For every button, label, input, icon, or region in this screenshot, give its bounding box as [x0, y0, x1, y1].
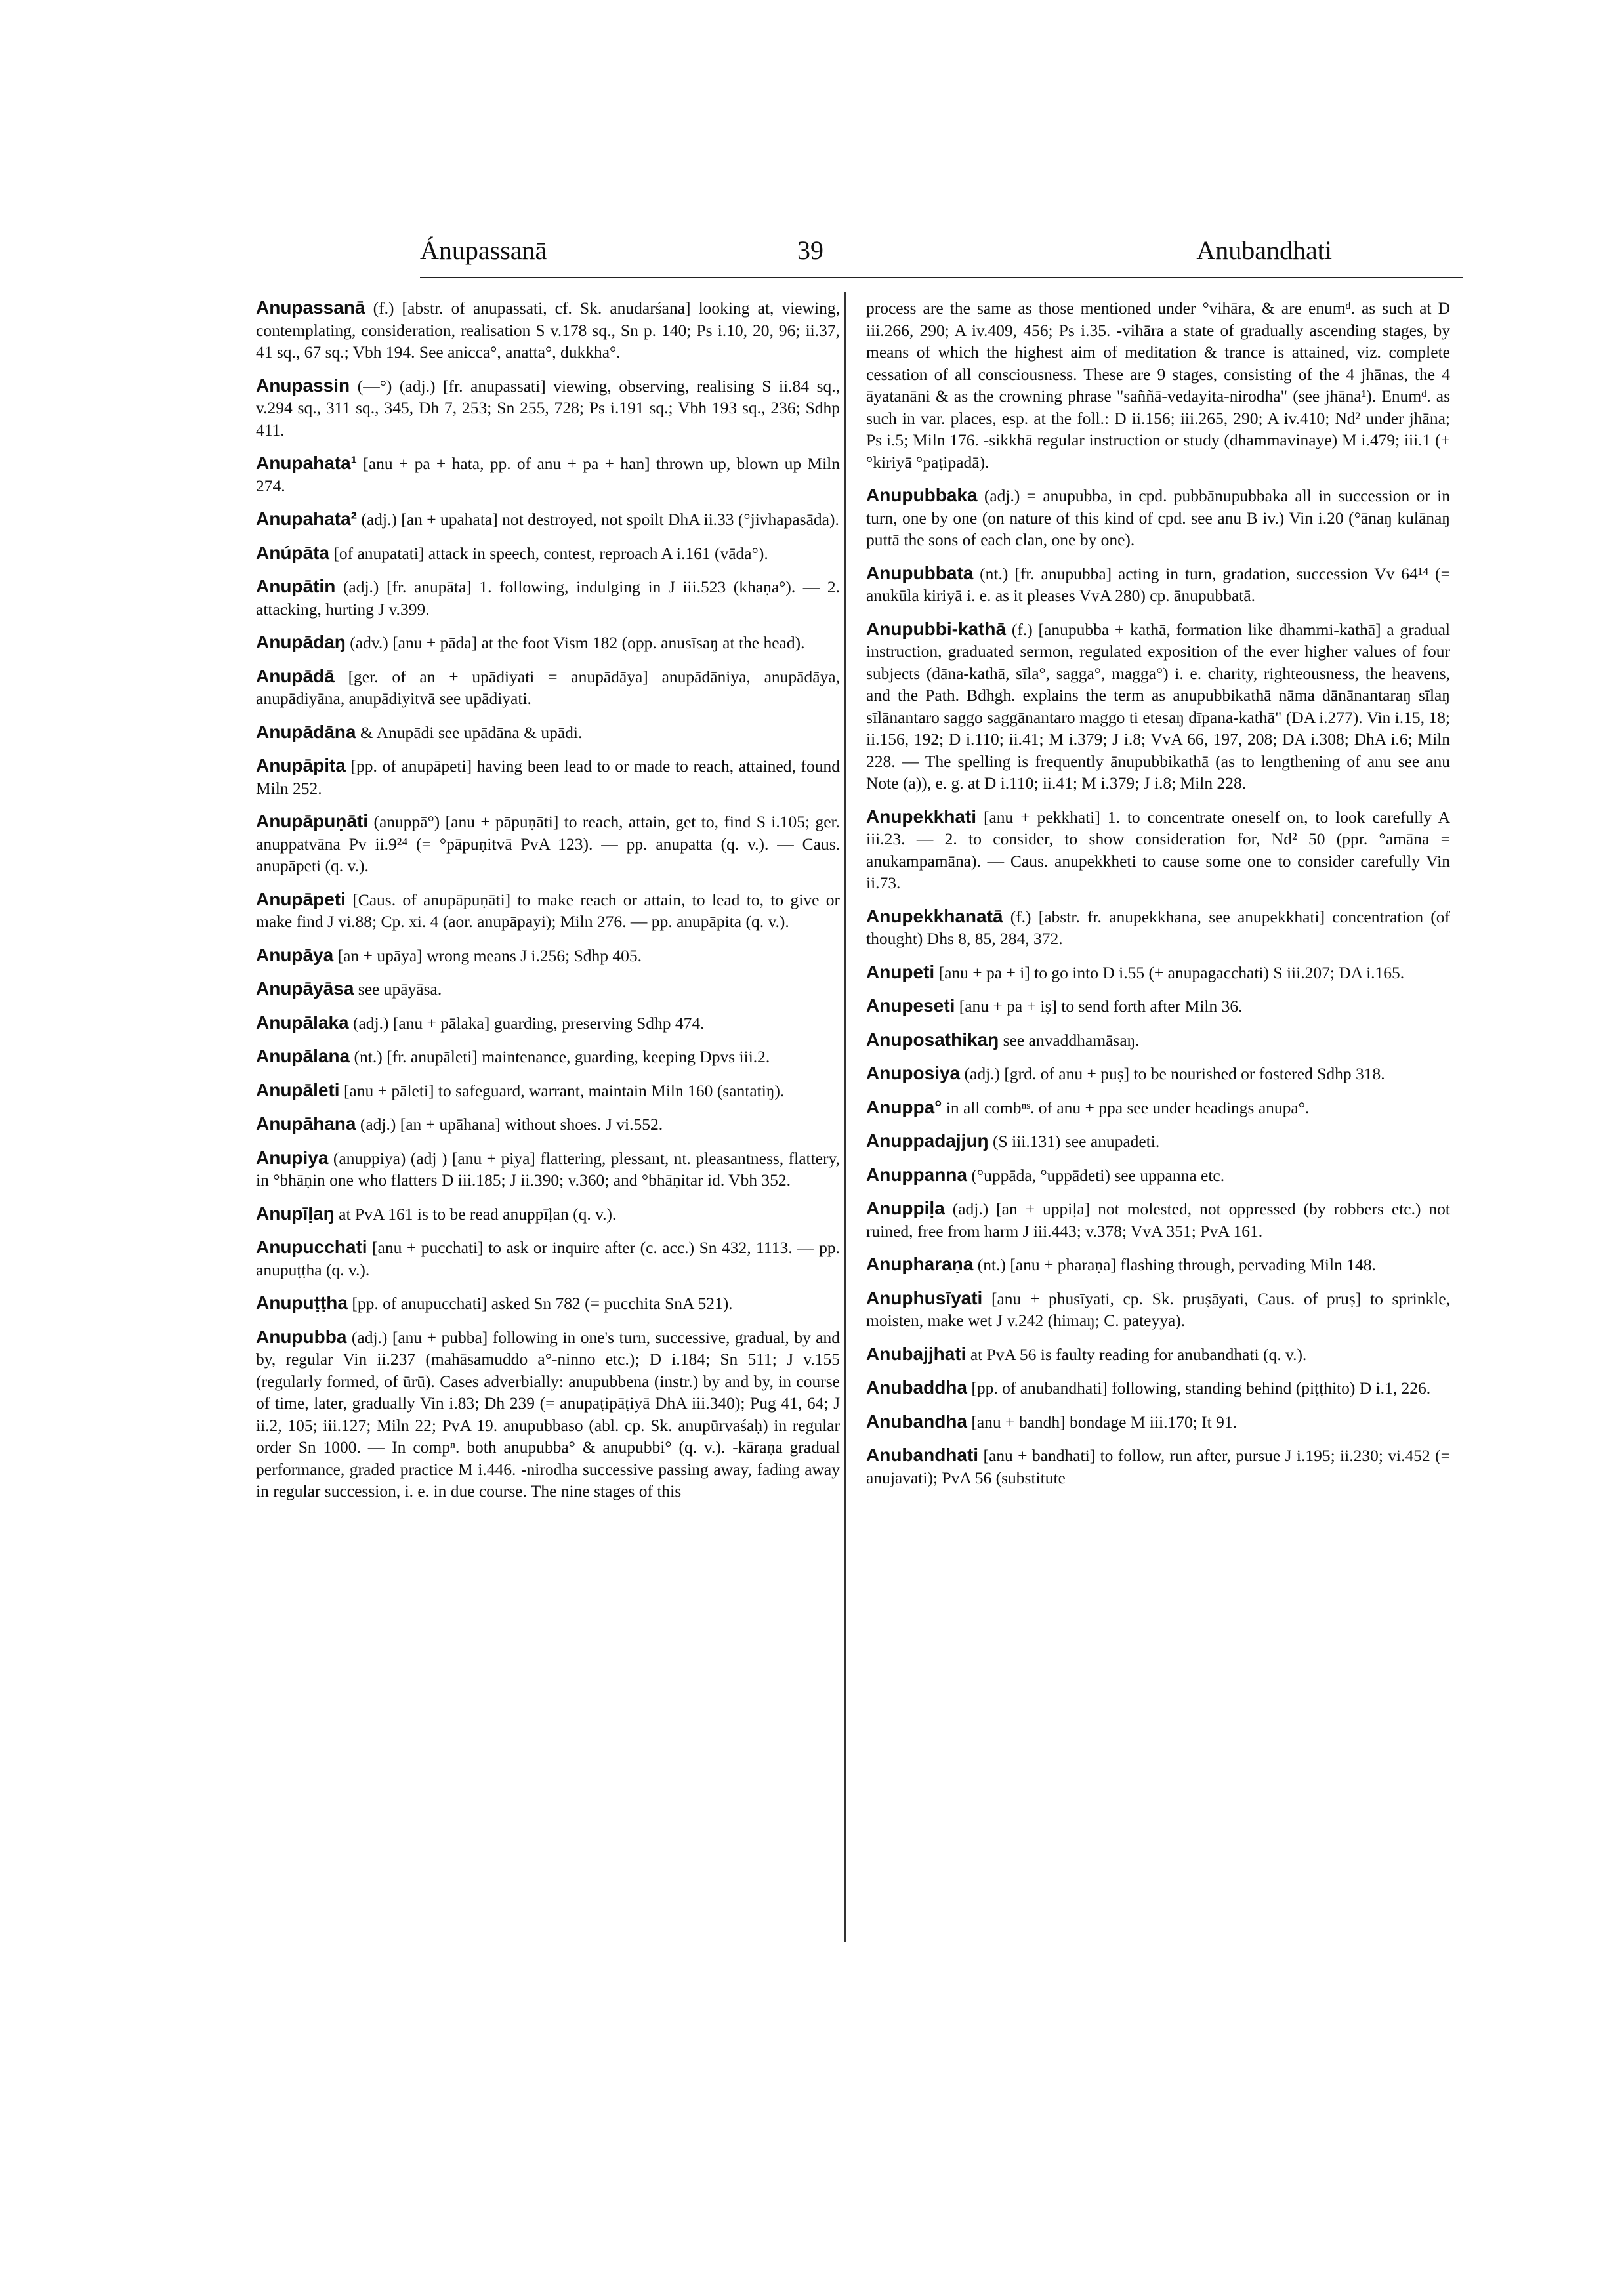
entry-headword: Anupeseti	[866, 995, 955, 1016]
entry-headword: Anupubbi-kathā	[866, 618, 1007, 639]
entry-definition: [anu + pa + hata, pp. of anu + pa + han] thrown up, blown up Miln 274.	[256, 454, 840, 495]
entry-definition: [anu + pāleti] to safeguard, warrant, maintain Miln 160 (santatiŋ).	[339, 1081, 785, 1100]
dictionary-entry	[866, 1197, 1450, 1242]
entry-definition: (anuppiya) (adj ) [anu + piya] flattering, plessant, nt. pleasantness, flattery, in °bhāṇin one who flatters D iii.185; J ii.390; v.360; and °bhāṇitar id. Vbh 352.	[256, 1148, 840, 1189]
entry-headword: Anupīḷaŋ	[256, 1203, 335, 1224]
entry-definition: (adj.) [grd. of anu + puṣ] to be nourished or fostered Sdhp 318.	[960, 1064, 1385, 1083]
entry-definition: [anu + pekkhati] 1. to concentrate oneself on, to look carefully A iii.23. — 2. to consider, to show consideration for, Nd² 50 (ppr. °amāna = anukampamāna). — Caus. anupekkheti to cause some one to consider carefully Vin ii.73.	[866, 807, 1450, 892]
entry-headword: Anupāleti	[256, 1079, 340, 1100]
dictionary-entry	[866, 297, 1450, 473]
entry-definition: [of anupatati] attack in speech, contest, reproach A i.161 (vāda°).	[329, 543, 768, 563]
right-column	[866, 297, 1450, 1500]
dictionary-entry	[866, 1130, 1450, 1153]
entry-headword: Anupeti	[866, 961, 935, 982]
dictionary-entry	[866, 562, 1450, 607]
dictionary-entry	[866, 1164, 1450, 1187]
entry-definition: at PvA 161 is to be read anuppīḷan (q. v.).	[334, 1204, 617, 1224]
dictionary-entry	[256, 1113, 840, 1136]
entry-definition: [pp. of anubandhati] following, standing behind (piṭṭhito) D i.1, 226.	[967, 1378, 1431, 1397]
entry-definition: (adj.) [fr. anupāta] 1. following, indulging in J iii.523 (khaṇa°). — 2. attacking, hurting J v.399.	[256, 577, 840, 619]
dictionary-entry	[866, 484, 1450, 551]
entry-headword: Anuppa°	[866, 1096, 942, 1117]
entry-definition: [an + upāya] wrong means J i.256; Sdhp 405.	[333, 945, 642, 965]
entry-headword: Anupharaṇa	[866, 1254, 974, 1274]
dictionary-entry	[256, 1079, 840, 1102]
entry-definition: (nt.) [fr. anupāleti] maintenance, guarding, keeping Dpvs iii.2.	[350, 1047, 770, 1066]
dictionary-entry	[256, 1012, 840, 1035]
dictionary-entry	[866, 995, 1450, 1018]
entry-definition: (adj.) [an + upāhana] without shoes. J vi.552.	[356, 1115, 663, 1134]
column-divider	[844, 292, 846, 1942]
entry-headword: Anuppadajjuŋ	[866, 1130, 989, 1151]
entry-definition: process are the same as those mentioned under °vihāra, & are enumᵈ. as such at D iii.266, 290; A iv.409, 456; Ps i.35. -vihāra a state of gradually ascending stages, by means of which the highest aim of meditation & trance is attained, viz. complete cessation of all consciousness. These are 9 stages, consisting of the 4 jhānas, the 4 āyatanāni & as the crowning phrase "saññā-vedayita-nirodha" (see jhāna¹). Enumᵈ. as such in var. places, esp. at the foll.: D ii.156; iii.265, 290; A iv.410; Nd² under jhāna; Ps i.5; Miln 176. -sikkhā regular instruction or study (dhammavinaye) M i.479; iii.1 (+ °kiriyā °paṭipadā).	[866, 299, 1450, 472]
entry-headword: Anupassin	[256, 375, 350, 396]
entry-definition: [anu + pa + i] to go into D i.55 (+ anupagacchati) S iii.207; DA i.165.	[934, 962, 1405, 982]
entry-headword: Anupāpeti	[256, 888, 346, 909]
entry-headword: Anupubba	[256, 1326, 347, 1347]
entry-headword: Anupādaŋ	[256, 632, 346, 652]
running-header	[420, 235, 1463, 281]
entry-definition: (nt.) [fr. anupubba] acting in turn, gradation, succession Vv 64¹⁴ (= anukūla kiriyā i. e. as it pleases VvA 280) cp. ānupubbatā.	[866, 564, 1450, 605]
entry-definition: at PvA 56 is faulty reading for anubandhati (q. v.).	[966, 1344, 1307, 1364]
entry-definition: (°uppāda, °uppādeti) see uppanna etc.	[967, 1165, 1225, 1185]
dictionary-entry	[256, 452, 840, 497]
entry-definition: (f.) [abstr. of anupassati, cf. Sk. anudarśana] looking at, viewing, contemplating, consideration, realisation S v.178 sq., Sn p. 140; Ps i.10, 20, 96; ii.37, 41 sq., 67 sq.; Vbh 194. See anicca°, anatta°, dukkha°.	[256, 299, 840, 362]
dictionary-entry	[256, 944, 840, 967]
entry-definition: [ger. of an + upādiyati = anupādāya] anupādāniya, anupādāya, anupādiyāna, anupādiyitvā see upādiyati.	[256, 667, 840, 708]
entry-definition: [anu + pucchati] to ask or inquire after (c. acc.) Sn 432, 1113. — pp. anupuṭṭha (q. v.).	[256, 1238, 840, 1279]
entry-headword: Anubajjhati	[866, 1343, 967, 1364]
entry-headword: Anupekkhanatā	[866, 905, 1003, 926]
entry-definition: (adv.) [anu + pāda] at the foot Vism 182 (opp. anusīsaŋ at the head).	[345, 633, 805, 652]
dictionary-entry	[866, 1062, 1450, 1085]
entry-definition: (adj.) [anu + pālaka] guarding, preserving Sdhp 474.	[348, 1013, 705, 1033]
dictionary-entry	[866, 1287, 1450, 1332]
dictionary-entry	[866, 1376, 1450, 1399]
dictionary-entry	[256, 508, 840, 531]
entry-headword: Anupiya	[256, 1147, 329, 1168]
dictionary-entry	[256, 888, 840, 933]
entry-definition: [pp. of anupāpeti] having been lead to or made to reach, attained, found Miln 252.	[256, 756, 840, 798]
entry-headword: Anuposathikaŋ	[866, 1029, 999, 1050]
header-left-guide-word: Ánupassanā	[420, 236, 547, 265]
dictionary-entry	[866, 905, 1450, 950]
entry-definition: (nt.) [anu + pharaṇa] flashing through, pervading Miln 148.	[973, 1255, 1376, 1274]
entry-headword: Anupekkhati	[866, 806, 977, 827]
entry-headword: Anuphusīyati	[866, 1287, 983, 1308]
entry-definition: (f.) [abstr. fr. anupekkhana, see anupekkhati] concentration (of thought) Dhs 8, 85, 284, 372.	[866, 907, 1450, 948]
dictionary-entry	[256, 665, 840, 710]
entry-definition: [anu + bandh] bondage M iii.170; It 91.	[967, 1412, 1237, 1432]
entry-definition: [Caus. of anupāpuṇāti] to make reach or attain, to lead to, to give or make find J vi.88; Cp. xi. 4 (aor. anupāpayi); Miln 276. — pp. anupāpita (q. v.).	[256, 890, 840, 931]
dictionary-entry	[866, 1444, 1450, 1489]
dictionary-entry	[256, 1292, 840, 1315]
entry-headword: Anupubbaka	[866, 485, 978, 505]
entry-headword: Anupādāna	[256, 721, 356, 742]
dictionary-entry	[256, 1045, 840, 1068]
dictionary-entry	[256, 631, 840, 654]
dictionary-entry	[256, 721, 840, 744]
entry-headword: Anupubbata	[866, 562, 974, 583]
entry-headword: Anupādā	[256, 665, 335, 686]
entry-headword: Anupuṭṭha	[256, 1292, 348, 1313]
entry-headword: Anupassanā	[256, 297, 365, 318]
entry-headword: Anupāyāsa	[256, 978, 354, 999]
entry-headword: Anuposiya	[866, 1063, 961, 1083]
entry-headword: Anubaddha	[866, 1377, 967, 1397]
entry-definition: (adj.) [an + uppiḷa] not molested, not oppressed (by robbers etc.) not ruined, free from harm J iii.443; v.378; VvA 351; PvA 161.	[866, 1199, 1450, 1241]
entry-headword: Anuppanna	[866, 1164, 967, 1185]
dictionary-entry	[866, 961, 1450, 984]
page-number: 39	[797, 236, 823, 265]
entry-headword: Anupāhana	[256, 1113, 356, 1134]
entry-headword: Anupāpita	[256, 755, 346, 775]
entry-headword: Anuppiḷa	[866, 1198, 945, 1218]
dictionary-entry	[256, 542, 840, 565]
dictionary-entry	[256, 1147, 840, 1191]
entry-definition: (S iii.131) see anupadeti.	[988, 1132, 1160, 1151]
entry-headword: Anupālana	[256, 1046, 350, 1066]
dictionary-entry	[866, 806, 1450, 894]
dictionary-entry	[866, 1029, 1450, 1052]
dictionary-entry	[866, 1253, 1450, 1276]
left-column	[256, 297, 840, 1514]
entry-definition: [anu + bandhati] to follow, run after, pursue J i.195; ii.230; vi.452 (= anujavati); PvA 56 (substitute	[866, 1446, 1450, 1487]
entry-definition: (adj.) [an + upahata] not destroyed, not spoilt DhA ii.33 (°jivhapasāda).	[357, 510, 839, 529]
entry-definition: (adj.) = anupubba, in cpd. pubbānupubbaka all in succession or in turn, one by one (on nature of this kind of cpd. see anu B iv.) Vin i.20 (°ānaŋ kulānaŋ puttā the sons of each clan, one by one).	[866, 486, 1450, 549]
entry-definition: in all combⁿˢ. of anu + ppa see under headings anupa°.	[942, 1098, 1310, 1117]
entry-headword: Anupucchati	[256, 1237, 367, 1257]
entry-headword: Anupāya	[256, 944, 334, 965]
entry-headword: Anupahata¹	[256, 453, 357, 473]
header-rule	[420, 277, 1463, 278]
dictionary-entry	[256, 297, 840, 363]
entry-definition: see upāyāsa.	[354, 980, 442, 999]
entry-definition: (—°) (adj.) [fr. anupassati] viewing, observing, realising S ii.84 sq., v.294 sq., 311 sq., 345, Dh 7, 253; Sn 255, 728; Ps i.191 sq.; Vbh 193 sq., 236; Sdhp 411.	[256, 376, 840, 440]
entry-definition: [anu + pa + iṣ] to send forth after Miln 36.	[955, 997, 1243, 1016]
entry-definition: [pp. of anupucchati] asked Sn 782 (= pucchita SnA 521).	[347, 1294, 733, 1313]
dictionary-entry	[866, 1411, 1450, 1434]
dictionary-entry	[256, 1326, 840, 1502]
entry-definition: see anvaddhamāsaŋ.	[999, 1030, 1140, 1050]
entry-headword: Anupāpuṇāti	[256, 811, 369, 831]
dictionary-entry	[256, 755, 840, 799]
dictionary-entry	[256, 978, 840, 1001]
dictionary-entry	[256, 375, 840, 442]
entry-headword: Anupahata²	[256, 508, 357, 529]
dictionary-entry	[256, 1203, 840, 1226]
dictionary-entry	[866, 618, 1450, 795]
entry-headword: Anupālaka	[256, 1012, 349, 1033]
entry-definition: (f.) [anupubba + kathā, formation like dhammi-kathā] a gradual instruction, graduated sermon, regulated exposition of the ever higher values of four subjects (dāna-kathā, sīla°, sagga°, magga°) i. e. charity, righteousness, the heavens, and the Path. Bdhgh. explains the term as anupubbikathā nāma dānānantaraŋ sīlaŋ sīlānantaro saggo saggānantaro maggo ti etesaŋ dīpana-kathā" (DA i.277). Vin i.15, 18; ii.156, 192; D i.110; ii.41; M i.379; J i.8; VvA 66, 197, 208; DA i.308; DhA i.6; Miln 228. — The spelling is frequently ānupubbikathā (as to lengthening of anu see anu Note (a)), e. g. at D i.110; ii.41; M i.379; J i.8; Miln 228.	[866, 619, 1450, 793]
dictionary-entry	[256, 1236, 840, 1281]
header-right-guide-word: Anubandhati	[1196, 236, 1332, 265]
dictionary-entry	[256, 810, 840, 877]
entry-headword: Anupātin	[256, 576, 336, 596]
entry-headword: Anubandha	[866, 1411, 967, 1432]
entry-headword: Anúpāta	[256, 542, 329, 563]
entry-definition: [anu + phusīyati, cp. Sk. pruṣāyati, Caus. of pruṣ] to sprinkle, moisten, make wet J v.242 (himaŋ; C. pateyya).	[866, 1289, 1450, 1330]
dictionary-entry	[256, 575, 840, 620]
entry-definition: (anuppā°) [anu + pāpuṇāti] to reach, attain, get to, find S i.105; ger. anuppatvāna Pv ii.9²⁴ (= °pāpuṇitvā PvA 123). — pp. anupatta (q. v.). — Caus. anupāpeti (q. v.).	[256, 812, 840, 875]
entry-headword: Anubandhati	[866, 1445, 979, 1465]
dictionary-entry	[866, 1343, 1450, 1366]
entry-definition: & Anupādi see upādāna & upādi.	[356, 722, 583, 742]
dictionary-entry	[866, 1096, 1450, 1119]
entry-definition: (adj.) [anu + pubba] following in one's turn, successive, gradual, by and by, regular Vin ii.237 (mahāsamuddo a°-ninno etc.); D i.184; Sn 511; J v.155 (regularly formed, of ūrū). Cases adverbially: anupubbena (instr.) by and by, in course of time, later, gradually Vin i.83; Dh 239 (= anupaṭipāṭiyā DhA iii.340); Pug 41, 64; J ii.2, 105; iii.127; Miln 22; PvA 19. anupubbaso (abl. cp. Sk. anupūrvaśaḥ) in regular order Sn 1000. — In compⁿ. both anupubba° & anupubbi° (q. v.). -kāraṇa gradual performance, graded practice M i.446. -nirodha successive passing away, fading away in regular succession, i. e. in due course. The nine stages of this	[256, 1327, 840, 1500]
